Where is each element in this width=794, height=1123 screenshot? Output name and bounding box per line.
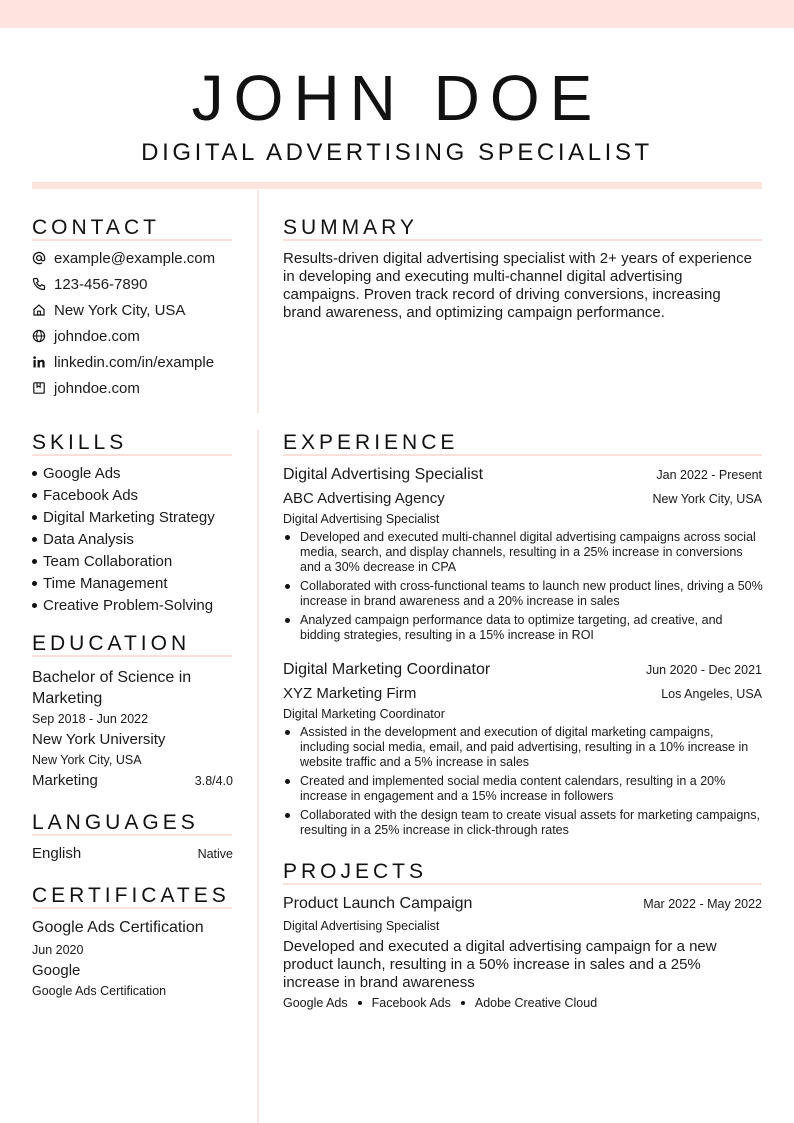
project-tag: Adobe Creative Cloud: [474, 996, 598, 1010]
contact-heading: CONTACT: [32, 216, 160, 239]
at-icon: [32, 251, 46, 265]
skills-heading: SKILLS: [32, 431, 128, 454]
certificate-issuer: Google: [32, 962, 81, 979]
phone-icon: [32, 277, 46, 291]
job-bullet: Created and implemented social media content calendars, resulting in a 20% increase in engagement and a 15% increase in followers: [283, 774, 763, 804]
candidate-name: JOHN DOE: [191, 62, 603, 134]
certificates-rule: [32, 907, 232, 909]
project-tag: Facebook Ads: [371, 996, 451, 1010]
education-location: New York City, USA: [32, 753, 142, 767]
skill-item: Creative Problem-Solving: [32, 596, 213, 616]
candidate-title: DIGITAL ADVERTISING SPECIALIST: [141, 139, 653, 166]
contact-portfolio[interactable]: [32, 378, 140, 398]
education-heading: EDUCATION: [32, 632, 191, 655]
header-divider: [32, 182, 762, 189]
column-divider-bottom: [257, 430, 259, 1123]
top-accent-band: [0, 0, 794, 28]
contact-website[interactable]: [32, 326, 140, 346]
job-dates: Jan 2022 - Present: [656, 468, 762, 482]
job-dates: Jun 2020 - Dec 2021: [645, 663, 762, 677]
job-title: Digital Advertising Specialist: [283, 466, 484, 483]
education-dates: Sep 2018 - Jun 2022: [32, 712, 149, 726]
job-bullet: Collaborated with the design team to create visual assets for marketing campaigns, resulting in a 25% increase in click-through rates: [283, 808, 763, 838]
contact-email[interactable]: [32, 248, 215, 268]
project-title: Product Launch Campaign: [283, 895, 473, 912]
certificate-date: Jun 2020: [32, 943, 84, 957]
education-school: New York University: [32, 731, 166, 748]
projects-rule: [283, 883, 762, 885]
project-description: Developed and executed a digital advertising campaign for a new product launch, resulting in a 50% increase in sales and a 25% increase in brand awareness: [283, 938, 717, 991]
summary-heading: SUMMARY: [283, 216, 418, 239]
job-bullet: Analyzed campaign performance data to optimize targeting, ad creative, and bidding strategies, resulting in a 15% increase in ROI: [283, 613, 763, 643]
education-field: Marketing: [32, 772, 98, 789]
education-rule: [32, 655, 232, 657]
experience-rule: [283, 454, 762, 456]
skill-item: Team Collaboration: [32, 552, 172, 572]
contact-email-text: example@example.com: [54, 249, 216, 267]
skill-item: Facebook Ads: [32, 486, 138, 506]
job-company: ABC Advertising Agency: [283, 490, 445, 507]
contact-phone[interactable]: [32, 274, 147, 294]
education-gpa: 3.8/4.0: [194, 774, 233, 788]
project-tags: [283, 995, 597, 1011]
education-degree: Bachelor of Science in Marketing: [32, 669, 192, 707]
job-title: Digital Marketing Coordinator: [283, 661, 491, 678]
skill-item: Data Analysis: [32, 530, 134, 550]
contact-location: [32, 300, 185, 320]
certificate-detail: Google Ads Certification: [32, 984, 167, 998]
certificates-heading: CERTIFICATES: [32, 884, 230, 907]
language-name: English: [32, 845, 82, 862]
skills-rule: [32, 454, 232, 456]
portfolio-icon: [32, 381, 46, 395]
language-level: Native: [197, 847, 233, 861]
summary-text: Results-driven digital advertising specialist with 2+ years of experience in developing and executing multi-channel digital advertising campaigns. Proven track record of driving conversions, increasing brand awareness, and optimizing campaign performance.: [283, 250, 752, 321]
job-role: Digital Marketing Coordinator: [283, 707, 445, 721]
home-icon: [32, 303, 46, 317]
contact-linkedin[interactable]: [32, 352, 214, 372]
skill-item: Google Ads: [32, 464, 121, 484]
experience-heading: EXPERIENCE: [283, 431, 459, 454]
contact-location-text: New York City, USA: [54, 301, 186, 319]
linkedin-icon: [32, 355, 46, 369]
certificate-name: Google Ads Certification: [32, 919, 204, 936]
column-divider-top: [257, 190, 259, 413]
languages-heading: LANGUAGES: [32, 811, 199, 834]
contact-website-text: johndoe.com: [54, 327, 140, 345]
job-role: Digital Advertising Specialist: [283, 512, 440, 526]
globe-icon: [32, 329, 46, 343]
project-dates: Mar 2022 - May 2022: [643, 897, 762, 911]
languages-rule: [32, 834, 232, 836]
job-bullet: Collaborated with cross-functional teams to launch new product lines, driving a 50% increase in brand awareness and a 20% increase in sales: [283, 579, 763, 609]
job-location: Los Angeles, USA: [661, 687, 762, 701]
job-location: New York City, USA: [652, 492, 762, 506]
projects-heading: PROJECTS: [283, 860, 428, 883]
contact-rule: [32, 239, 232, 241]
skill-item: Digital Marketing Strategy: [32, 508, 215, 528]
project-role: Digital Advertising Specialist: [283, 919, 440, 933]
skill-item: Time Management: [32, 574, 168, 594]
contact-linkedin-text: linkedin.com/in/example: [54, 353, 215, 371]
job-company: XYZ Marketing Firm: [283, 685, 417, 702]
job-bullet: Assisted in the development and execution of digital marketing campaigns, including social media, email, and paid advertising, resulting in a 10% increase in website traffic and a 5% increase in sales: [283, 725, 763, 770]
job-bullet: Developed and executed multi-channel digital advertising campaigns across social media, search, and display channels, resulting in a 25% increase in conversions and a 30% decrease in CPA: [283, 530, 763, 575]
project-tag: Google Ads: [283, 996, 348, 1010]
contact-portfolio-text: johndoe.com: [54, 379, 140, 397]
contact-phone-text: 123-456-7890: [54, 275, 148, 293]
summary-rule: [283, 239, 762, 241]
